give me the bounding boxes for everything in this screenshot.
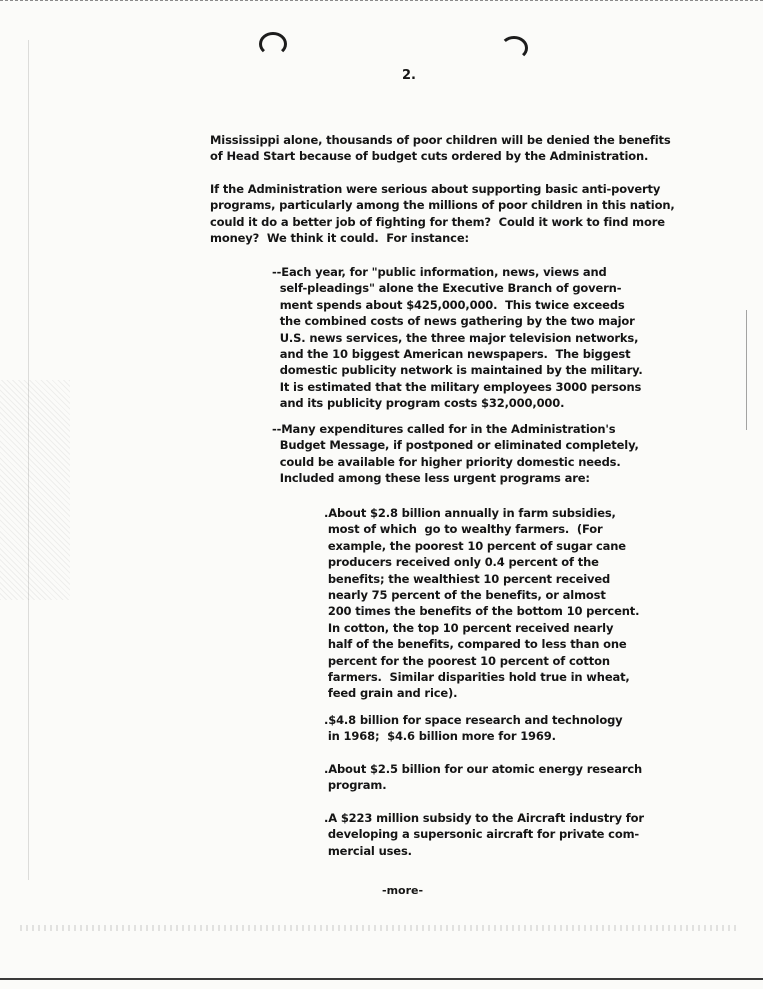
footer-more: -more- bbox=[382, 884, 424, 897]
bullet-farm-subsidies: .About $2.8 billion annually in farm subsidies, most of which go to wealthy farmers. (For example, the poorest 10 percent of sugar cane producers received only 0.4 percent of the benefits; the wealthiest 10 percent received nearly 75 percent of the benefits, or almost 200 times the benefits of the bottom 10 percent. In cotton, the top 10 percent received nearly half of the benefits, compared to less than one percent for the poorest 10 percent of cotton farmers. Similar disparities hold true in wheat, feed grain and rice). bbox=[324, 506, 640, 701]
scan-bottom-noise bbox=[20, 925, 740, 931]
list-item-public-information: --Each year, for "public information, news, views and self-pleadings" alone the Executive Branch of govern- ment spends about $425,000,000. This twice exceeds the combined costs of news gathering by the two major U.S. news services, the three major television networks, and the 10 biggest American newspapers. The biggest domestic publicity network is maintained by the military. It is estimated that the military employees 3000 persons and its publicity program costs $32,000,000. bbox=[272, 265, 643, 411]
paragraph-head-start: Mississippi alone, thousands of poor children will be denied the benefits of Head Start because of budget cuts ordered by the Administration. bbox=[210, 133, 671, 164]
scan-left-noise bbox=[0, 380, 70, 600]
scan-top-border bbox=[0, 0, 763, 3]
punch-hole-left bbox=[259, 32, 287, 56]
scan-right-line bbox=[746, 310, 747, 430]
bullet-atomic-energy: .About $2.5 billion for our atomic energy research program. bbox=[324, 762, 643, 793]
bullet-aircraft-subsidy: .A $223 million subsidy to the Aircraft industry for developing a supersonic aircraft for private com- mercial uses. bbox=[324, 811, 644, 858]
page-number: 2. bbox=[402, 68, 416, 83]
scan-bottom-rule bbox=[0, 978, 763, 980]
list-item-budget-expenditures: --Many expenditures called for in the Administration's Budget Message, if postponed or eliminated completely, could be available for higher priority domestic needs. Included among these less urgent programs are: bbox=[272, 422, 639, 486]
punch-hole-right bbox=[500, 36, 528, 60]
paragraph-administration-question: If the Administration were serious about supporting basic anti-poverty programs, particularly among the millions of poor children in this nation, could it do a better job of fighting for them? Could it work to find more money? We think it could. For instance: bbox=[210, 182, 675, 246]
bullet-space-research: .$4.8 billion for space research and technology in 1968; $4.6 billion more for 1969. bbox=[324, 713, 623, 744]
